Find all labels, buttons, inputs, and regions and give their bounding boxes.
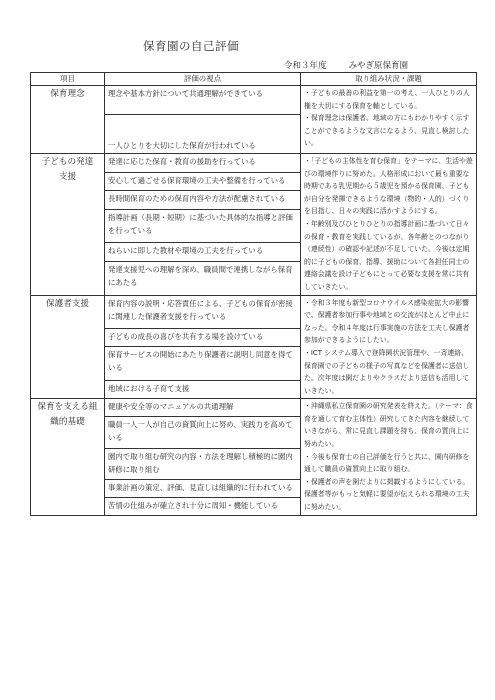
table-row [31, 86, 477, 115]
evaluation-table [30, 72, 477, 516]
viewpoint-cell: 発達支援児への理解を深め、職員間で連携しながら保育にあたる [105, 261, 301, 295]
note-text: ・保育理念は保護者、地域の方にもわかりやすく示すことができるような文言になるよう、見直し検討したい。 [304, 114, 470, 148]
viewpoint-cell: 指導計画（長期・短期）に基づいた具体的な指導と評価を行っている [105, 209, 301, 243]
viewpoint-cell: 園内で取り組む研究の内容・方法を理解し積極的に園内研修に取り組む [105, 448, 301, 480]
header-category: 項目 [31, 73, 105, 86]
note-text: ・子どもの最善の利益を第一の考え、一人ひとりの人権を大切にする保育を軸としている。 [304, 89, 470, 110]
note-text: ・今後も保育士の自己評価を行うと共に、園内研修を通して職員の資質向上に取り組む。 [304, 452, 470, 474]
page-title: 保育園の自己評価 [143, 39, 239, 53]
category-cell [31, 154, 105, 296]
notes-cell [301, 86, 477, 154]
header-viewpoint: 評価の視点 [105, 73, 301, 86]
organization-name: みやぎ原保育園 [348, 61, 409, 71]
meta-line [284, 59, 408, 71]
table-row [31, 154, 477, 173]
viewpoint-cell: 事業計画の策定、評価、見直しは組織的に行われている [105, 480, 301, 498]
viewpoint-cell: 苦情の仕組みが確立され十分に周知・機能している [105, 498, 301, 516]
note-text: ・沖縄県私立保育園の研究発表を終えた。（テーマ：食育を通して育む主体性）研究してきた内容を継続していきながら、常に見直し課題を持ち、保育の質向上に努めたい。 [304, 402, 473, 449]
viewpoint-cell: 職員一人一人が自己の資質向上に努め、実践力を高めている [105, 416, 301, 448]
category-cell: 保護者支援 [31, 295, 105, 399]
viewpoint-cell: ねらいに即した教材や環境の工夫を行っている [105, 243, 301, 262]
category-cell: 保育理念 [31, 86, 105, 154]
note-text: ・ICT システム導入で登降園状況管理や、一斉連絡、保育園での子どもの様子の写真などを保護者に送信した。次年度は園だよりやクラスだより送信も活用していきたい。 [304, 348, 470, 395]
viewpoint-cell: 健康や安全等のマニュアルの共通理解 [105, 399, 301, 417]
fiscal-year: 令和３年度 [284, 61, 327, 71]
category-label: 保育を支える組織的基礎 [37, 402, 98, 428]
viewpoint-cell: 子どもの成長の喜びを共有する場を設けている [105, 328, 301, 346]
category-label: 子どもの発達支援 [41, 157, 94, 182]
header-status: 取り組み状況・課題 [301, 73, 477, 86]
viewpoint-cell: 保育サービスの開始にあたり保護者に説明し同意を得ている [105, 347, 301, 380]
viewpoint-cell: 一人ひとりを大切にした保育が行われている [105, 115, 301, 154]
viewpoint-cell: 地域における子育て支援 [105, 380, 301, 398]
category-cell [31, 399, 105, 515]
viewpoint-cell: 安心して過ごせる保育環境の工夫や整備を行っている [105, 172, 301, 191]
viewpoint-cell: 理念や基本方針について共通理解ができている [105, 86, 301, 115]
note-text: ・保護者の声を園だよりに掲載するようにしている。保護者等がもっと気軽に要望が伝えられる環境の工夫に努めたい。 [304, 477, 470, 512]
note-text: ・令和３年度も新型コロナウイルス感染症拡大の影響で、保護者参加行事や地域との交流がほとんど中止になった。令和４年度は行事実施の方法を工夫し保護者参加ができるようにしたい。 [304, 298, 470, 345]
table-row [31, 295, 477, 328]
viewpoint-cell: 保育内容の説明・応答責任による、子どもの保育が密接に関連した保護者支援を行っている [105, 295, 301, 328]
table-row [31, 399, 477, 417]
note-text: ・「子どもの主体性を育む保育」をテーマに、生活や遊びの環境作りに努めた。人格形成において最も重要な時期である乳児期から５歳児を預かる保育園、子どもが自分を発揮できるような環境（物的・人的）づくりを目指し、日々の実践に活かすようにする。 [304, 157, 473, 216]
notes-cell [301, 154, 477, 296]
notes-cell [301, 399, 477, 515]
table-header-row [31, 73, 477, 86]
viewpoint-cell: 長時間保育のための保育内容や方法が配慮されている [105, 191, 301, 210]
notes-cell [301, 295, 477, 399]
viewpoint-cell: 発達に応じた保育・教育の援助を行っている [105, 154, 301, 173]
note-text: ・年齢別及びひとりひとりの指導計画に基づいて日々の保育・教育を実践しているが、各年齢とのつながり（連続性）の確認や記述が不足していた。今後は定期的に子どもの保育、指導、援助について各担任同士の連絡会議を設け子どもにとって必要な支援を常に共有していきたい。 [304, 219, 470, 291]
